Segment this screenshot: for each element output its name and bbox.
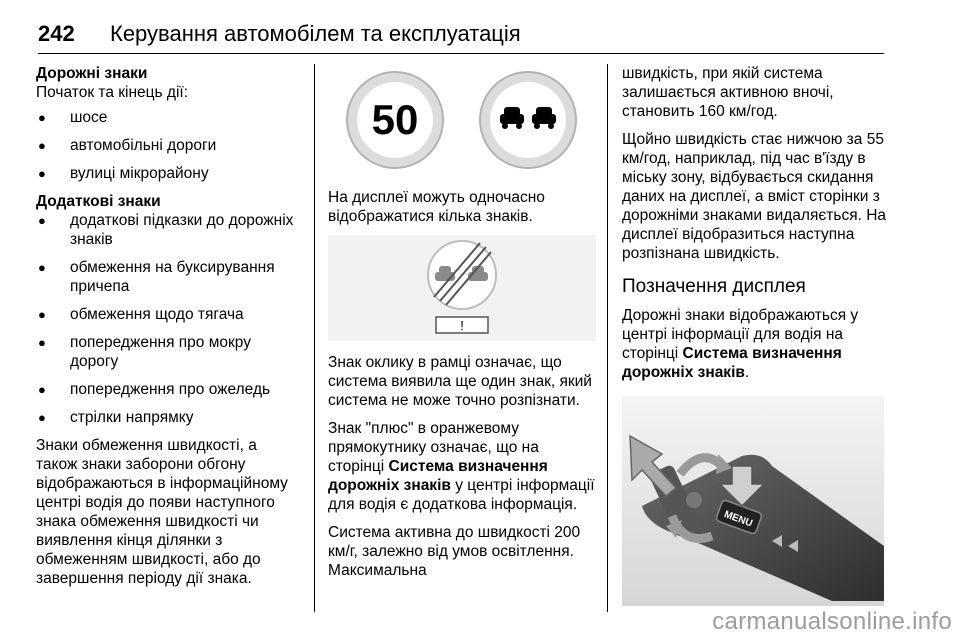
page-header — [38, 18, 884, 54]
page-number: 242 — [38, 21, 75, 46]
paragraph-display-info: Дорожні знаки відображаються у центрі інформації для водія на сторінці Система визначення дорожніх знаків. — [622, 307, 859, 381]
section-title-display: Позначення дисплея — [622, 276, 806, 297]
paragraph-exclamation: Знак оклику в рамці означає, що система виявила ще один знак, який система не може точно розпізнати. — [328, 354, 592, 409]
list-item: ● стрілки напрямку — [36, 408, 302, 427]
chapter-title: Керування автомобілем та експлуатація — [110, 21, 521, 46]
paragraph-multiple-signs: На дисплеї можуть одночасно відображатися кілька знаків. — [328, 189, 545, 225]
menu-button-label: MENU — [722, 509, 754, 530]
paragraph-reset: Щойно швидкість стає нижчою за 55 км/год, наприклад, під час в'їзду в міську зону, відбувається скидання даних на дисплеї, а вміст сторінки з дорожніми знаками видаляється. На дисплеї відобразиться наступна розпізнана швидкість. — [622, 131, 887, 262]
paragraph-night-speed: швидкість, при якій система залишається активною вночі, становить 160 км/год. — [622, 65, 834, 120]
menu-page-name: Система визначення дорожніх знаків — [622, 345, 842, 381]
exclamation-mark-icon: ! — [460, 318, 464, 333]
list-item: ● обмеження на буксирування причепа — [36, 258, 302, 296]
list-item: ● обмеження щодо тягача — [36, 305, 302, 324]
list-item: ● попередження про мокру дорогу — [36, 333, 302, 371]
speed-limit-sign-icon — [347, 72, 443, 168]
end-of-no-overtaking-icon — [428, 241, 496, 309]
menu-page-name: Система визначення дорожніх знаків — [328, 458, 548, 494]
end-of-no-overtaking-sign-figure — [328, 235, 596, 341]
column-3 — [622, 64, 894, 618]
column-2 — [328, 64, 596, 589]
list-item: ● попередження про ожеледь — [36, 380, 302, 399]
turn-signal-stalk-figure — [622, 396, 884, 606]
heading-road-signs: Дорожні знаки — [36, 65, 148, 82]
road-type-list — [36, 108, 302, 183]
speed-limit-paragraph: Знаки обмеження швидкості, а також знаки заборони обгону відображаються в інформаційному центрі водія до появи наступного знака обмеження швидкості чи виявлення кінця ділянки з обмеженням швидкості, або до завершення періоду дії знака. — [36, 437, 288, 587]
watermark: carmanualsonline.info — [712, 608, 952, 635]
speed-limit-value: 50 — [371, 96, 419, 143]
column-divider-2 — [607, 64, 608, 612]
list-item: ● шосе — [36, 108, 302, 127]
heading-additional-signs: Додаткові знаки — [36, 193, 161, 210]
intro-text: Початок та кінець дії: — [36, 84, 189, 101]
column-divider-1 — [314, 64, 315, 612]
list-item: ● автомобільні дороги — [36, 136, 302, 155]
paragraph-active-speed: Система активна до швидкості 200 км/г, залежно від умов освітлення. Максимальна — [328, 524, 581, 579]
list-item: ● вулиці мікрорайону — [36, 164, 302, 183]
column-1 — [36, 64, 302, 588]
list-item: ● додаткові підказки до дорожніх знаків — [36, 211, 302, 249]
no-overtaking-sign-icon — [480, 72, 576, 168]
speed-limit-and-no-overtaking-signs-figure — [328, 64, 596, 176]
additional-signs-list — [36, 211, 302, 427]
paragraph-plus-sign: Знак "плюс" в оранжевому прямокутнику означає, що на сторінці Система визначення дорожніх знаків у центрі інформації для водія є додаткова інформація. — [328, 420, 595, 513]
